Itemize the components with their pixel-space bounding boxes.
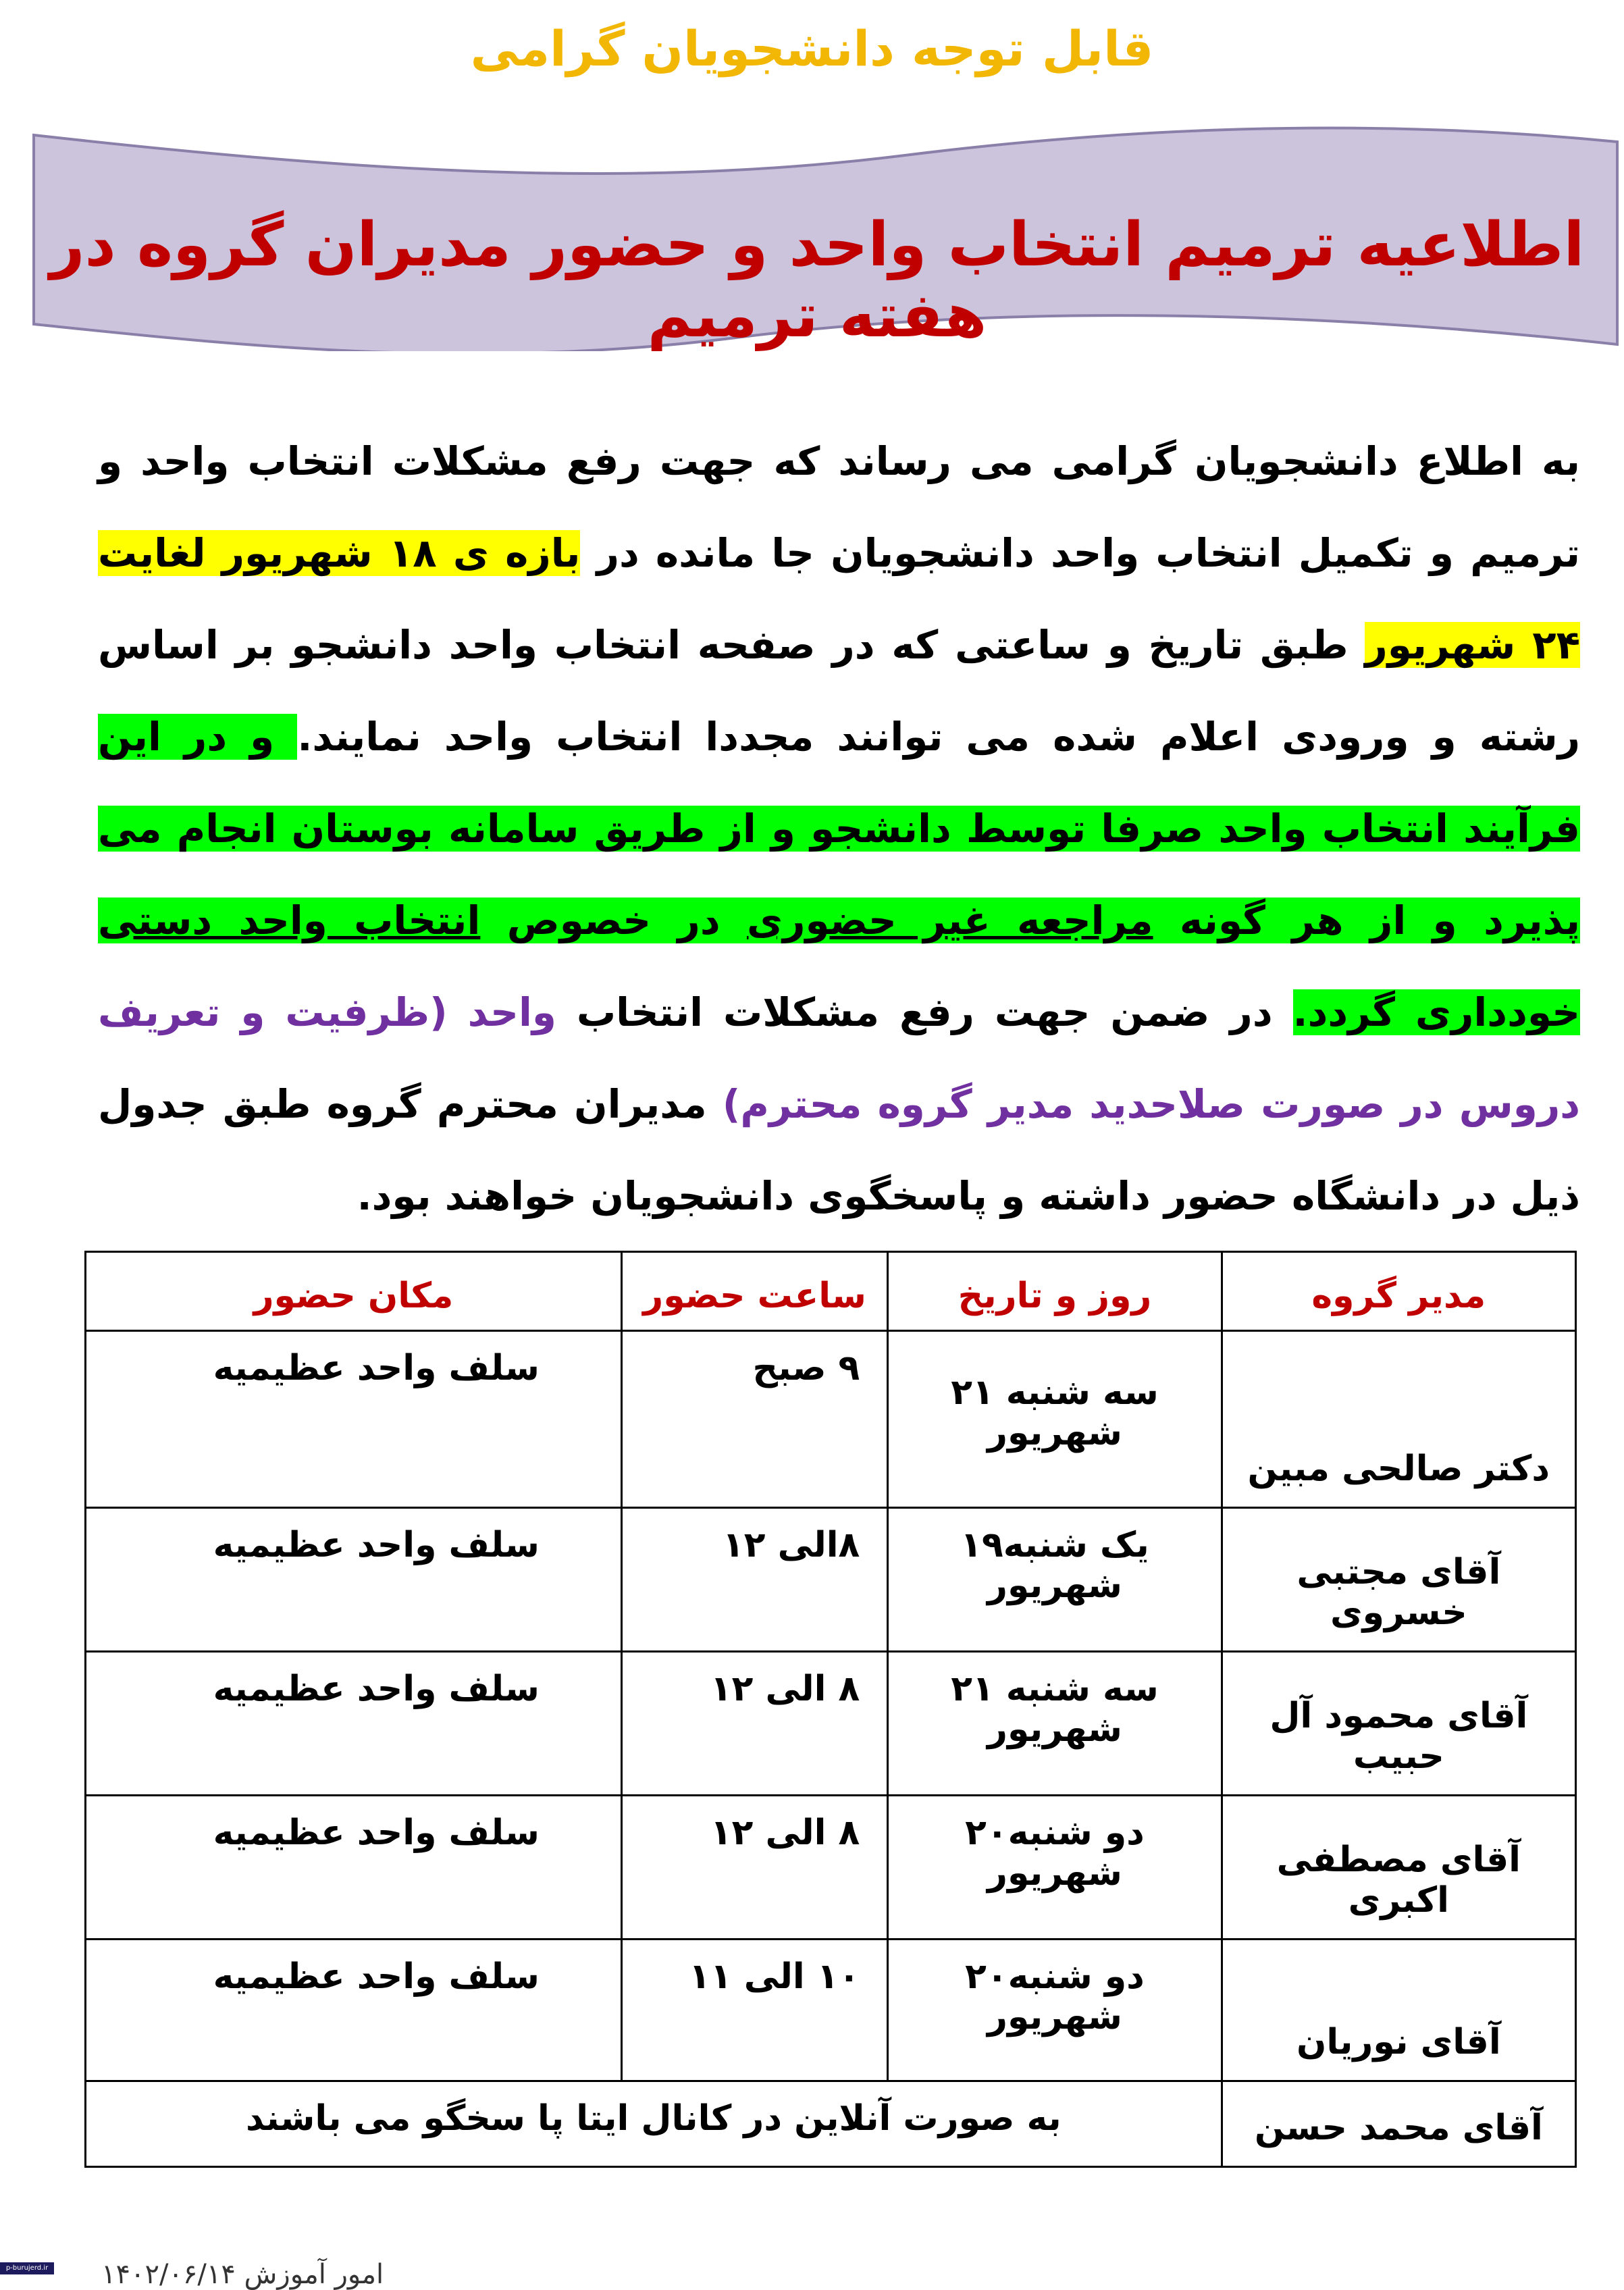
time-cell: ۱۰ الی ۱۱	[621, 1939, 887, 2081]
place-cell: سلف واحد عظیمیه	[86, 1507, 622, 1651]
date-cell: سه شنبه ۲۱ شهریور	[888, 1331, 1222, 1508]
place-cell: سلف واحد عظیمیه	[86, 1651, 622, 1795]
table-row	[86, 1939, 1576, 2081]
body-text-1: به اطلاع دانشجویان گرامی می رساند که جهت رفع مشکلات انتخاب واحد و ترمیم و تکمیل انتخاب واحد دانشجویان جا مانده در	[98, 438, 1581, 576]
schedule-table	[84, 1251, 1577, 2168]
manager-cell: آقای نوریان	[1222, 1939, 1575, 2081]
table-row	[86, 1331, 1576, 1508]
table-row	[86, 1795, 1576, 1939]
place-cell: سلف واحد عظیمیه	[86, 1795, 622, 1939]
manager-cell: آقای مصطفی اکبری	[1222, 1795, 1575, 1939]
green-notice-text-end: خودداری گردد.	[1292, 989, 1580, 1035]
table-row	[86, 1507, 1576, 1651]
time-cell: ۸ الی ۱۲	[621, 1795, 887, 1939]
online-note-cell: به صورت آنلاین در کانال ایتا پا سخگو می باشند	[86, 2081, 1222, 2166]
place-cell: سلف واحد عظیمیه	[86, 1331, 622, 1508]
manager-cell: دکتر صالحی مبین	[1222, 1331, 1575, 1508]
top-title: قابل توجه دانشجویان گرامی	[470, 20, 1154, 77]
banner-title: اطلاعیه ترمیم انتخاب واحد و حضور مدیران گروه در هفته ترمیم	[49, 209, 1585, 351]
non-attendance-underline: مراجعه غیر حضوری	[746, 897, 1153, 943]
header-time: ساعت حضور	[621, 1252, 887, 1331]
date-cell: یک شنبه۱۹ شهریور	[888, 1507, 1222, 1651]
place-cell: سلف واحد عظیمیه	[86, 1939, 622, 2081]
date-range-highlight: بازه ی ۱۸ شهریور لغایت ۲۴ شهریور	[98, 530, 1580, 668]
green-notice-text-mid: در خصوص	[480, 897, 747, 943]
body-text-5: مدیران محترم گروه طبق جدول ذیل در دانشگاه حضور داشته و پاسخگوی دانشجویان خواهند بود.	[98, 1081, 1580, 1219]
footer-signature: امور آموزش ۱۴۰۲/۰۶/۱۴	[101, 2259, 384, 2290]
announcement-body	[98, 415, 1580, 1242]
table-row	[86, 2081, 1576, 2166]
header-date: روز و تاریخ	[888, 1252, 1222, 1331]
date-cell: دو شنبه۲۰ شهریور	[888, 1939, 1222, 2081]
table-header-row	[86, 1252, 1576, 1331]
manager-cell: آقای مجتبی خسروی	[1222, 1507, 1575, 1651]
manager-cell: آقای محمود آل حبیب	[1222, 1651, 1575, 1795]
green-notice	[98, 714, 1580, 1035]
time-cell: ۸ الی ۱۲	[621, 1651, 887, 1795]
time-cell: ۹ صبح	[621, 1331, 887, 1508]
header-manager: مدیر گروه	[1222, 1252, 1575, 1331]
manager-cell: آقای محمد حسن	[1222, 2081, 1575, 2166]
corner-watermark: p-burujerd.ir	[0, 2262, 54, 2274]
capacity-note: واحد (ظرفیت و تعریف دروس در صورت صلاحدید مدیر گروه محترم)	[98, 989, 1580, 1127]
green-notice-text: و در این فرآیند انتخاب واحد صرفا توسط دانشجو و از طریق سامانه بوستان انجام می پذیرد و از هر گونه	[98, 714, 1580, 943]
body-text-4: در ضمن جهت رفع مشکلات انتخاب	[556, 989, 1293, 1035]
manual-selection-underline: انتخاب واحد دستی	[98, 897, 481, 943]
table-row	[86, 1651, 1576, 1795]
announcement-banner	[27, 122, 1624, 351]
time-cell: ۸الی ۱۲	[621, 1507, 887, 1651]
date-cell: دو شنبه۲۰ شهریور	[888, 1795, 1222, 1939]
body-text-2: طبق تاریخ و ساعتی که در صفحه انتخاب واحد دانشجو بر اساس رشته و ورودی اعلام شده می توانند مجددا انتخاب واحد نمایند.	[98, 622, 1580, 760]
date-cell: سه شنبه ۲۱ شهریور	[888, 1651, 1222, 1795]
header-place: مکان حضور	[86, 1252, 622, 1331]
